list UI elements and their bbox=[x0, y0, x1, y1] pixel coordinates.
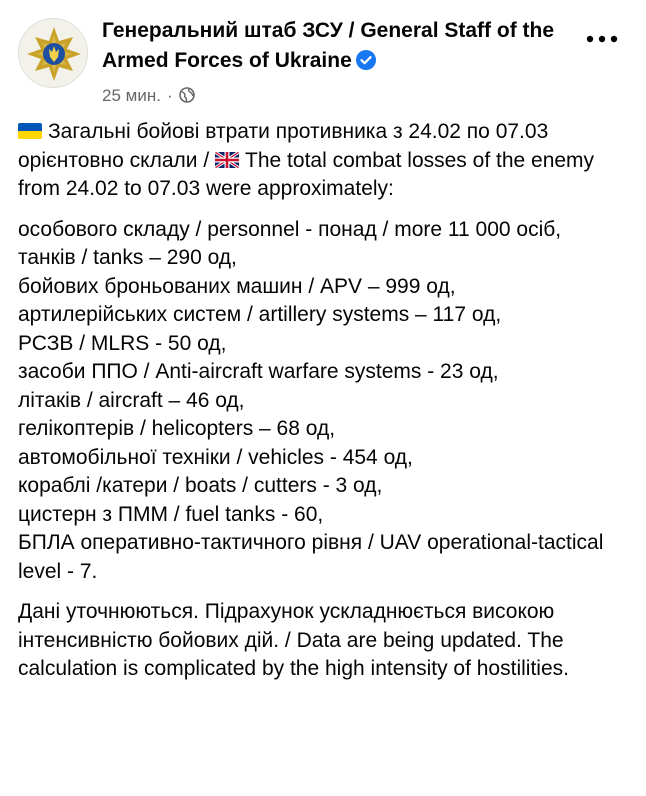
loss-item: бойових броньованих машин / APV – 999 од, bbox=[18, 274, 456, 298]
loss-item: гелікоптерів / helicopters – 68 од, bbox=[18, 417, 336, 440]
globe-icon[interactable] bbox=[179, 87, 195, 103]
loss-item: особового складу / personnel - понад / more 11 000 осіб, bbox=[18, 217, 562, 241]
losses-list bbox=[18, 216, 634, 587]
post-meta bbox=[102, 86, 195, 106]
loss-item: кораблі /катери / boats / cutters - 3 од, bbox=[18, 474, 383, 497]
more-options-button[interactable] bbox=[582, 28, 622, 50]
post-footer-text: Дані уточнюються. Підрахунок ускладнюється високою інтенсивністю бойових дій. / Data are being updated. The calculation is complicated by the high intensity of hostilities. bbox=[18, 600, 569, 680]
loss-item: засоби ППО / Anti-aircraft warfare systems - 23 од, bbox=[18, 360, 499, 383]
meta-separator: · bbox=[166, 86, 173, 105]
post-header bbox=[18, 14, 628, 104]
uk-flag-icon bbox=[215, 152, 239, 168]
verified-badge-icon bbox=[356, 49, 376, 69]
intro-ua-text: Загальні бойові втрати противника з 24.02 по 07.03 орієнтовно склали / bbox=[18, 120, 549, 172]
loss-item: літаків / aircraft – 46 од, bbox=[18, 388, 245, 412]
page-name-link[interactable] bbox=[102, 16, 582, 76]
avatar[interactable] bbox=[18, 18, 88, 88]
page-name-text[interactable]: Генеральний штаб ЗСУ / General Staff of the Armed Forces of Ukraine bbox=[102, 19, 555, 72]
general-staff-emblem-icon bbox=[19, 19, 88, 88]
intro-en-text: The total combat losses of the enemy from 24.02 to 07.03 were approximately: bbox=[18, 148, 595, 200]
ukraine-flag-icon bbox=[18, 123, 42, 139]
loss-item: танків / tanks – 290 од, bbox=[18, 246, 237, 269]
loss-item: автомобільної техніки / vehicles - 454 од, bbox=[18, 445, 413, 469]
loss-item: БПЛА оперативно-тактичного рівня / UAV operational-tactical level - 7. bbox=[18, 531, 604, 583]
loss-item: РСЗВ / MLRS - 50 од, bbox=[18, 331, 227, 355]
loss-item: артилерійських систем / artillery systems – 117 од, bbox=[18, 303, 502, 326]
more-options-icon bbox=[582, 28, 622, 50]
post-intro bbox=[18, 118, 634, 204]
post-body bbox=[18, 118, 634, 696]
timestamp-link[interactable]: 25 мин. bbox=[102, 86, 161, 105]
loss-item: цистерн з ПММ / fuel tanks - 60, bbox=[18, 502, 324, 526]
